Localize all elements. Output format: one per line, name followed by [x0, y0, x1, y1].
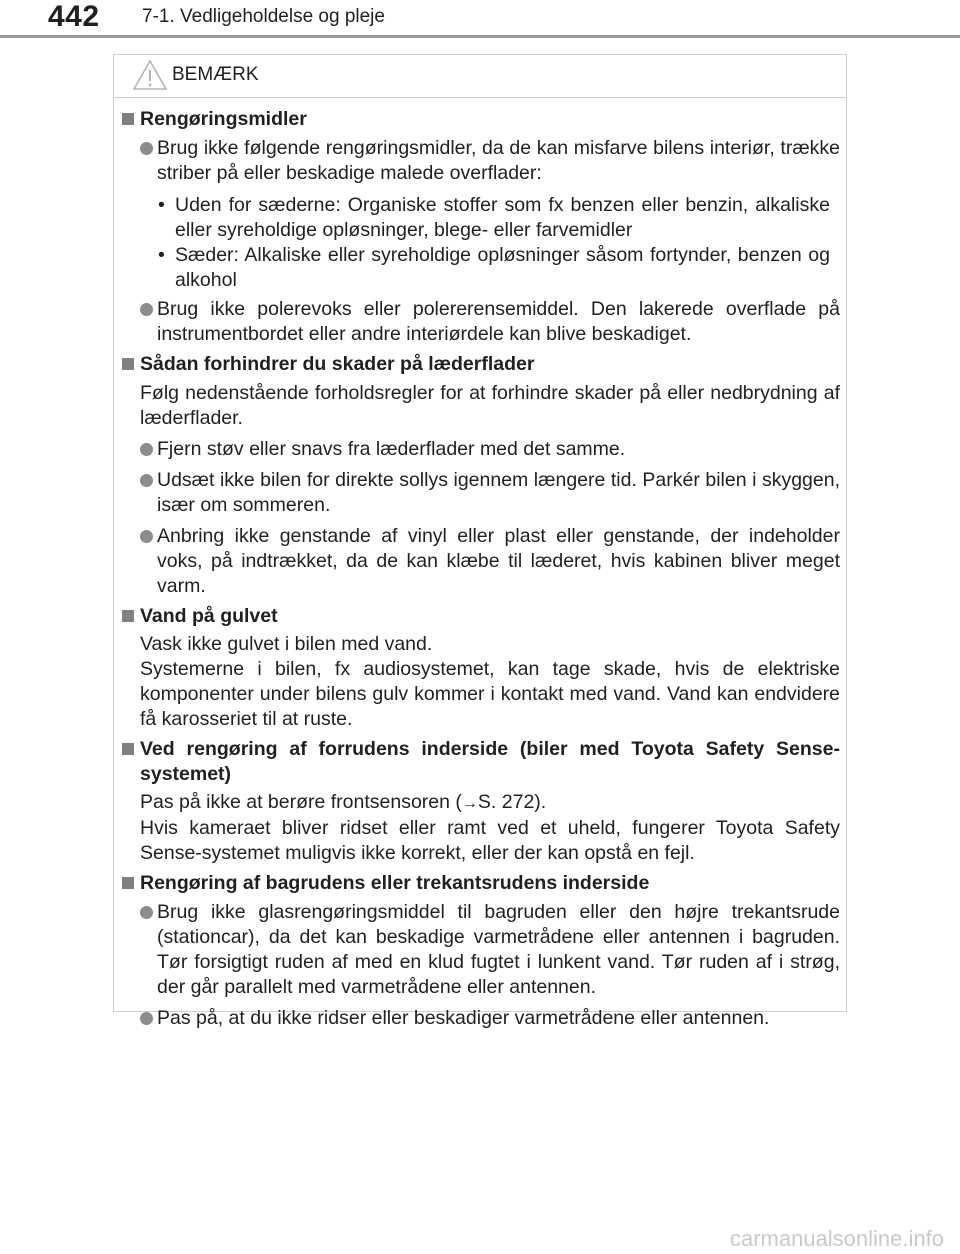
circle-bullet-icon	[140, 474, 153, 487]
paragraph: Vask ikke gulvet i bilen med vand.	[140, 633, 433, 655]
circle-bullet-icon	[140, 1012, 153, 1025]
circle-bullet-icon	[140, 443, 153, 456]
notice-header	[114, 55, 846, 98]
section-heading: Vand på gulvet	[122, 604, 840, 629]
section-heading: Rengøringsmidler	[122, 107, 840, 132]
notice-body	[122, 107, 840, 1031]
square-bullet-icon	[122, 358, 134, 370]
section-heading: Rengøring af bagrudens eller trekantsrudens inderside	[122, 871, 840, 896]
notice-box	[113, 54, 847, 1029]
small-bullet-icon: •	[158, 194, 165, 216]
paragraph: Følg nedenstående forholdsregler for at forhindre skader på eller nedbrydning af læderflader.	[140, 382, 840, 429]
notice-label: BEMÆRK	[172, 64, 259, 85]
circle-bullet-icon	[140, 906, 153, 919]
section-title: 7-1. Vedligeholdelse og pleje	[142, 6, 385, 27]
page-number: 442	[48, 0, 100, 33]
sub-list-item: • Uden for sæderne: Organiske stoffer som fx benzen eller benzin, alkaliske eller syreholdige opløsninger, blege- eller farvemidler	[158, 194, 830, 241]
arrow-right-icon: →	[461, 795, 478, 812]
paragraph: Systemerne i bilen, fx audiosystemet, kan tage skade, hvis de elektriske komponenter under bilens gulv kommer i kontakt med vand. Vand kan endvidere få karosseriet til at ruste.	[140, 658, 840, 730]
header-rule	[0, 35, 960, 38]
list-item: Anbring ikke genstande af vinyl eller plast eller genstande, der indeholder voks, på indtrækket, da de kan klæbe til læderet, hvis kabinen bliver meget varm.	[122, 524, 840, 599]
paragraph: Pas på ikke at berøre frontsensoren (→S. 272).	[140, 791, 547, 813]
section-windshield	[122, 737, 840, 866]
section-leather	[122, 352, 840, 599]
list-item: Fjern støv eller snavs fra læderflader med det samme.	[122, 437, 840, 462]
list-item: Brug ikke følgende rengøringsmidler, da de kan misfarve bilens interiør, trække striber på eller beskadige malede overflader:	[122, 136, 840, 186]
square-bullet-icon	[122, 743, 134, 755]
warning-triangle-icon	[132, 59, 168, 91]
circle-bullet-icon	[140, 303, 153, 316]
circle-bullet-icon	[140, 142, 153, 155]
section-rear-window	[122, 871, 840, 1031]
section-heading: Sådan forhindrer du skader på læderflader	[122, 352, 840, 377]
small-bullet-icon: •	[158, 244, 165, 266]
list-item: Brug ikke glasrengøringsmiddel til bagruden eller den højre trekantsrude (stationcar), da det kan beskadige varmetrådene eller antennen i bagruden. Tør forsigtigt ruden af med en klud fugtet i lunkent vand. Tør ruden af i strøg, der går parallelt med varmetrådene eller antennen.	[122, 900, 840, 1000]
watermark: carmanualsonline.info	[729, 1226, 944, 1251]
page-reference: S. 272).	[477, 791, 547, 813]
list-item: Pas på, at du ikke ridser eller beskadiger varmetrådene eller antennen.	[122, 1006, 840, 1031]
list-item: Brug ikke polerevoks eller polererensemiddel. Den lakerede overflade på instrumentbordet eller andre interiørdele kan blive beskadiget.	[122, 297, 840, 347]
square-bullet-icon	[122, 610, 134, 622]
square-bullet-icon	[122, 113, 134, 125]
section-heading: Ved rengøring af forrudens inderside (biler med Toyota Safety Sense-systemet)	[122, 737, 840, 787]
section-water-floor	[122, 604, 840, 732]
square-bullet-icon	[122, 877, 134, 889]
list-item: Udsæt ikke bilen for direkte sollys igennem længere tid. Parkér bilen i skyggen, især om sommeren.	[122, 468, 840, 518]
section-cleaning-agents	[122, 107, 840, 347]
paragraph: Hvis kameraet bliver ridset eller ramt ved et uheld, fungerer Toyota Safety Sense-systemet muligvis ikke korrekt, eller der kan opstå en fejl.	[140, 817, 840, 864]
sub-list-item: • Sæder: Alkaliske eller syreholdige opløsninger såsom fortynder, benzen og alkohol	[158, 244, 830, 291]
circle-bullet-icon	[140, 530, 153, 543]
